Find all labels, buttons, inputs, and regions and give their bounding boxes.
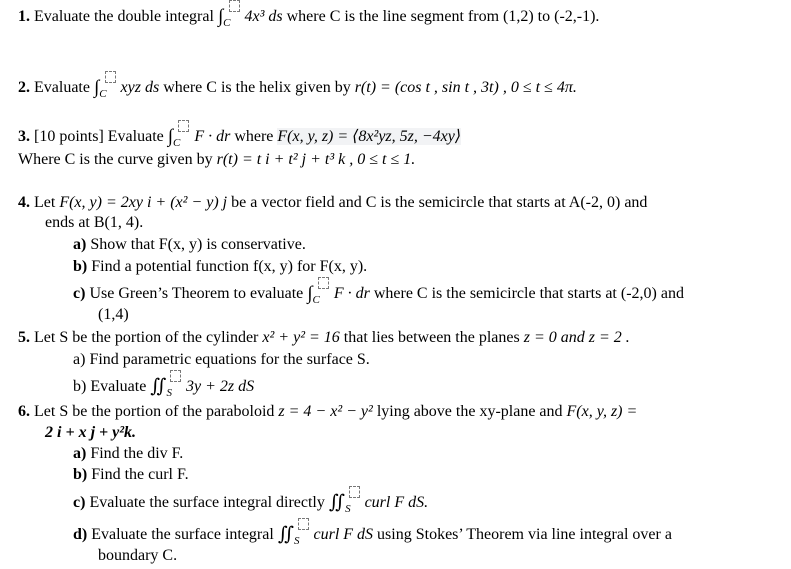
- placeholder-box-icon: [318, 277, 329, 289]
- part-label: c): [73, 285, 86, 302]
- problem-number: 4.: [18, 194, 30, 211]
- double-integral-symbol: ∬: [328, 492, 346, 513]
- integral-subscript: C: [312, 294, 320, 306]
- integrand: F · dr: [333, 285, 370, 302]
- double-integral-symbol: ∬: [277, 524, 294, 545]
- integral-symbol: ∫: [93, 77, 100, 98]
- integral-subscript: S: [345, 503, 351, 515]
- parametrization: r(t) = t i + t² j + t³ k , 0 ≤ t ≤ 1.: [216, 151, 416, 168]
- placeholder-box-icon: [298, 518, 309, 530]
- problem-6c: [73, 492, 428, 514]
- integral-subscript: C: [99, 88, 107, 100]
- part-label: a): [73, 445, 87, 462]
- problem-4c-line-2: [98, 305, 129, 325]
- problem-number: 6.: [18, 403, 30, 420]
- problem-text: where: [234, 128, 274, 145]
- problem-1: [18, 6, 599, 28]
- integral-symbol: ∫: [307, 283, 313, 304]
- part-text: Find the curl F.: [91, 466, 189, 483]
- part-label: b): [73, 258, 88, 275]
- problem-6-line-2: [45, 423, 136, 443]
- problem-4: [18, 193, 647, 213]
- part-label: a): [73, 351, 86, 368]
- problem-text: lying above the xy-plane and: [376, 403, 563, 420]
- placeholder-box-icon: [105, 71, 116, 83]
- placeholder-box-icon: [349, 486, 360, 498]
- integrand: 3y + 2z dS: [185, 378, 255, 395]
- part-text: Evaluate: [90, 378, 147, 395]
- part-text: Evaluate the surface integral directly: [89, 494, 325, 511]
- part-text: where C is the semicircle that starts at (-2,0) and: [373, 285, 684, 302]
- integral-symbol: ∫: [167, 126, 173, 147]
- integral-subscript: C: [223, 17, 231, 29]
- vector-field: F(x, y, z) = ⟨8x²yz, 5z, −4xy⟩: [277, 128, 462, 145]
- integral-symbol: ∫: [217, 6, 224, 27]
- integrand: 4x³ ds: [244, 8, 283, 25]
- cylinder-equation: x² + y² = 16: [262, 329, 340, 346]
- problem-number: 2.: [18, 79, 30, 96]
- problem-4c: [73, 283, 684, 305]
- part-text: boundary C.: [98, 547, 178, 564]
- problem-6d: [73, 524, 672, 546]
- problem-2: [18, 77, 577, 99]
- problem-text: Let S be the portion of the paraboloid: [34, 403, 275, 420]
- part-text: (1,4): [98, 306, 129, 323]
- problem-6a: [73, 444, 183, 464]
- part-text: Show that F(x, y) is conservative.: [90, 236, 306, 253]
- problem-text: Where C is the curve given by: [18, 151, 213, 168]
- integrand: curl F dS.: [364, 494, 429, 511]
- problem-3: [18, 126, 461, 148]
- problem-5: [18, 328, 630, 348]
- part-label: b): [73, 466, 88, 483]
- problem-text: where C is the line segment from (1,2) to (-2,-1).: [286, 8, 600, 25]
- planes-equation: z = 0 and z = 2 .: [523, 329, 630, 346]
- problem-text: [10 points] Evaluate: [34, 128, 164, 145]
- problem-number: 5.: [18, 329, 30, 346]
- vector-field: F(x, y) = 2xy i + (x² − y) j: [59, 194, 228, 211]
- placeholder-box-icon: [170, 370, 181, 382]
- problem-4b: [73, 257, 367, 277]
- part-label: a): [73, 236, 87, 253]
- part-text: Find parametric equations for the surface S.: [89, 351, 370, 368]
- part-label: d): [73, 526, 88, 543]
- problem-4a: [73, 235, 306, 255]
- part-text: Find a potential function f(x, y) for F(x, y).: [91, 258, 368, 275]
- placeholder-box-icon: [229, 0, 240, 12]
- vector-field: 2 i + x j + y²k.: [45, 424, 137, 441]
- part-text: Use Green’s Theorem to evaluate: [89, 285, 304, 302]
- problem-text: where C is the helix given by: [163, 79, 351, 96]
- problem-text: ends at B(1, 4).: [45, 214, 144, 231]
- problem-text: Evaluate the double integral: [34, 8, 214, 25]
- part-text: using Stokes’ Theorem via line integral over a: [377, 526, 672, 543]
- part-label: b): [73, 378, 87, 395]
- double-integral-symbol: ∬: [150, 376, 167, 397]
- integral-subscript: S: [166, 387, 172, 399]
- integrand: F · dr: [194, 128, 231, 145]
- problem-text: that lies between the planes: [343, 329, 520, 346]
- problem-5a: [73, 350, 370, 370]
- integrand: xyz ds: [120, 79, 160, 96]
- part-text: Evaluate the surface integral: [91, 526, 274, 543]
- placeholder-box-icon: [178, 120, 189, 132]
- problem-6: [18, 402, 637, 422]
- problem-text: Evaluate: [34, 79, 90, 96]
- problem-text: be a vector field and C is the semicircle that starts at A(-2, 0) and: [231, 194, 648, 211]
- integral-subscript: C: [172, 137, 181, 149]
- problem-text: Let: [34, 194, 56, 211]
- problem-4-line-2: [45, 213, 143, 233]
- part-label: c): [73, 494, 86, 511]
- vector-field: F(x, y, z) =: [566, 403, 638, 420]
- problem-5b: [73, 376, 254, 398]
- problem-number: 1.: [18, 8, 30, 25]
- problem-6d-line-2: [98, 546, 177, 566]
- integrand: curl F dS: [313, 526, 374, 543]
- problem-3-line-2: [18, 150, 415, 170]
- parametrization: r(t) = (cos t , sin t , 3t) , 0 ≤ t ≤ 4π.: [354, 79, 577, 96]
- paraboloid-equation: z = 4 − x² − y²: [278, 403, 373, 420]
- integral-subscript: S: [294, 535, 300, 547]
- part-text: Find the div F.: [90, 445, 184, 462]
- problem-6b: [73, 465, 189, 485]
- problem-number: 3.: [18, 128, 30, 145]
- problem-text: Let S be the portion of the cylinder: [34, 329, 259, 346]
